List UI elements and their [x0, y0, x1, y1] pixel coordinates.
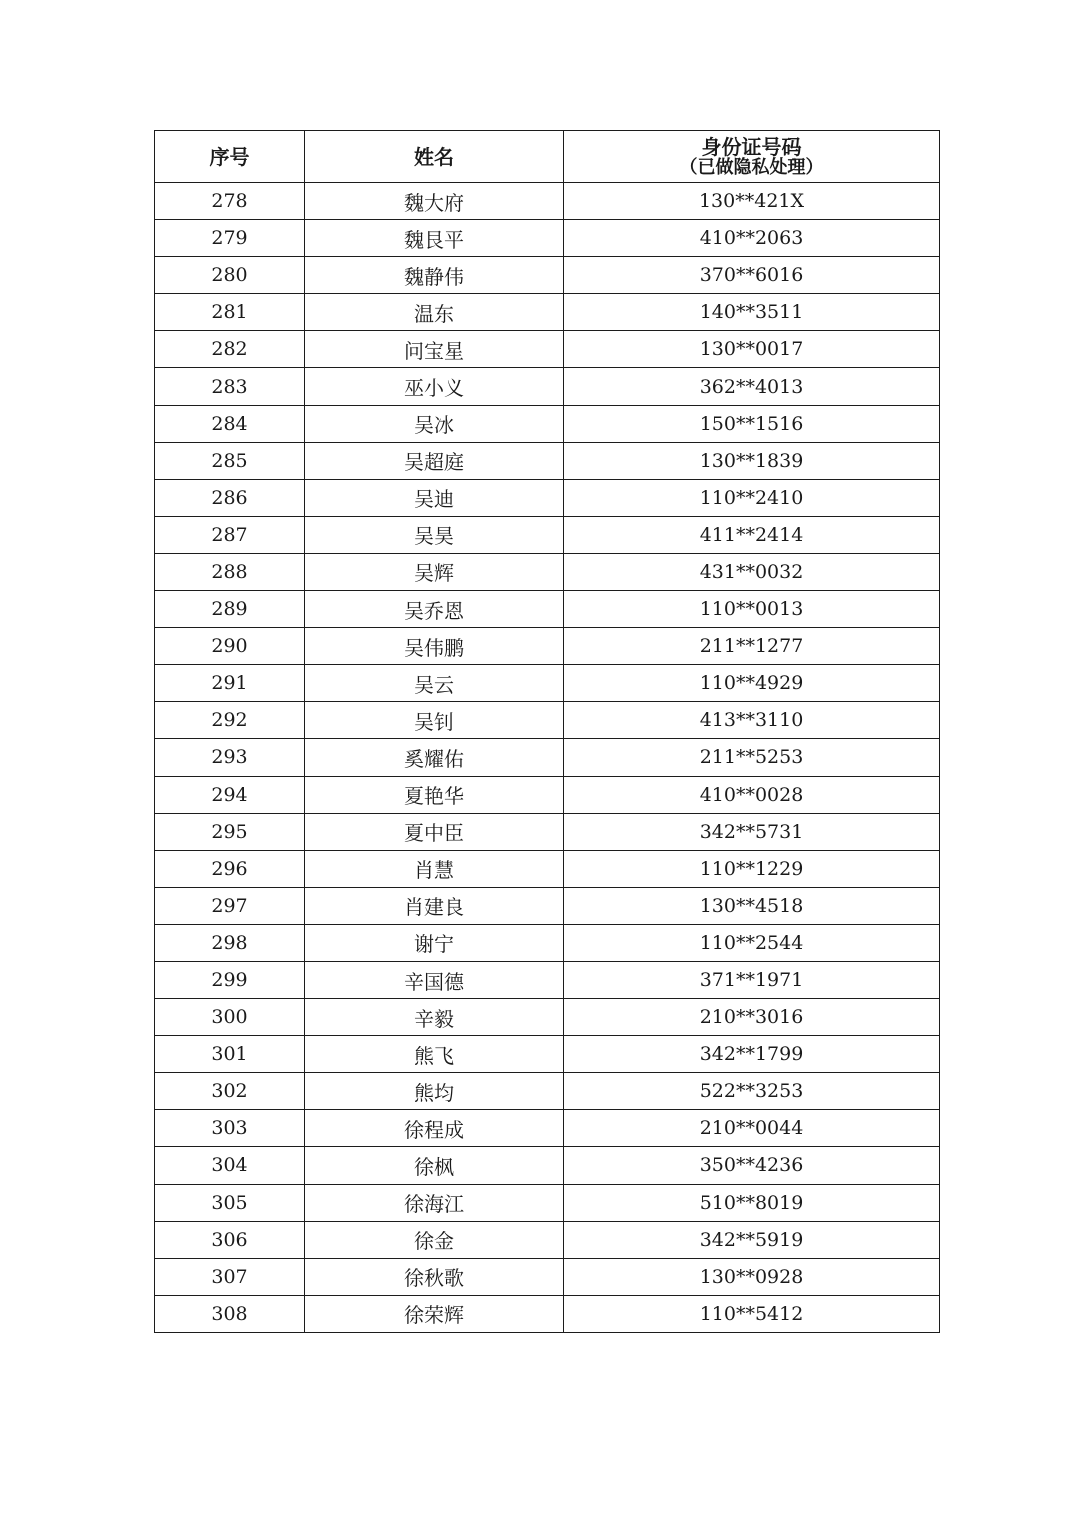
row-index-cell: 286: [155, 479, 305, 516]
table-row: [155, 1147, 940, 1184]
row-index-cell: 287: [155, 516, 305, 553]
row-id-cell: 140**3511: [564, 294, 940, 331]
row-id-cell: 110**0013: [564, 591, 940, 628]
row-name-cell: 徐海江: [305, 1184, 564, 1221]
table-row: [155, 999, 940, 1036]
row-name-cell: 奚耀佑: [305, 739, 564, 776]
row-name-cell: 辛国德: [305, 961, 564, 998]
table-row: [155, 220, 940, 257]
row-id-cell: 130**4518: [564, 887, 940, 924]
row-name-cell: 谢宁: [305, 924, 564, 961]
table-row: [155, 331, 940, 368]
row-index-cell: 308: [155, 1295, 305, 1332]
row-name-cell: 魏艮平: [305, 220, 564, 257]
row-name-cell: 吴超庭: [305, 442, 564, 479]
row-name-cell: 吴云: [305, 665, 564, 702]
row-name-cell: 吴伟鹏: [305, 628, 564, 665]
row-name-cell: 夏艳华: [305, 776, 564, 813]
row-id-cell: 431**0032: [564, 553, 940, 590]
table-row: [155, 850, 940, 887]
row-index-cell: 295: [155, 813, 305, 850]
row-index-cell: 297: [155, 887, 305, 924]
table-row: [155, 1258, 940, 1295]
row-id-cell: 362**4013: [564, 368, 940, 405]
table-row: [155, 1036, 940, 1073]
row-id-cell: 110**2544: [564, 924, 940, 961]
table-row: [155, 628, 940, 665]
row-id-cell: 522**3253: [564, 1073, 940, 1110]
row-name-cell: 魏静伟: [305, 257, 564, 294]
table-body: [155, 183, 940, 1333]
row-name-cell: 吴乔恩: [305, 591, 564, 628]
row-name-cell: 熊均: [305, 1073, 564, 1110]
row-id-cell: 410**0028: [564, 776, 940, 813]
row-id-cell: 510**8019: [564, 1184, 940, 1221]
row-index-cell: 307: [155, 1258, 305, 1295]
table-row: [155, 1110, 940, 1147]
row-name-cell: 肖慧: [305, 850, 564, 887]
row-name-cell: 徐金: [305, 1221, 564, 1258]
row-id-cell: 210**0044: [564, 1110, 940, 1147]
header-id-note: （已做隐私处理）: [679, 156, 824, 178]
table-row: [155, 887, 940, 924]
row-name-cell: 吴辉: [305, 553, 564, 590]
row-index-cell: 300: [155, 999, 305, 1036]
row-id-cell: 130**1839: [564, 442, 940, 479]
row-id-cell: 110**1229: [564, 850, 940, 887]
table-row: [155, 739, 940, 776]
row-name-cell: 温东: [305, 294, 564, 331]
row-index-cell: 284: [155, 405, 305, 442]
header-index: 序号: [155, 131, 305, 183]
row-id-cell: 130**421X: [564, 183, 940, 220]
table-row: [155, 442, 940, 479]
table-row: [155, 479, 940, 516]
table-row: [155, 368, 940, 405]
row-index-cell: 285: [155, 442, 305, 479]
table-row: [155, 1073, 940, 1110]
row-name-cell: 夏中臣: [305, 813, 564, 850]
row-name-cell: 吴冰: [305, 405, 564, 442]
row-index-cell: 302: [155, 1073, 305, 1110]
row-name-cell: 徐枫: [305, 1147, 564, 1184]
table-row: [155, 702, 940, 739]
row-id-cell: 130**0017: [564, 331, 940, 368]
row-index-cell: 283: [155, 368, 305, 405]
header-name: 姓名: [305, 131, 564, 183]
table-row: [155, 776, 940, 813]
table-row: [155, 924, 940, 961]
row-index-cell: 298: [155, 924, 305, 961]
row-index-cell: 278: [155, 183, 305, 220]
table-row: [155, 294, 940, 331]
row-id-cell: 410**2063: [564, 220, 940, 257]
row-name-cell: 吴迪: [305, 479, 564, 516]
row-index-cell: 288: [155, 553, 305, 590]
row-name-cell: 肖建良: [305, 887, 564, 924]
row-name-cell: 问宝星: [305, 331, 564, 368]
table-row: [155, 1221, 940, 1258]
row-index-cell: 279: [155, 220, 305, 257]
row-id-cell: 342**5731: [564, 813, 940, 850]
row-index-cell: 296: [155, 850, 305, 887]
row-id-cell: 211**5253: [564, 739, 940, 776]
row-index-cell: 291: [155, 665, 305, 702]
row-name-cell: 巫小义: [305, 368, 564, 405]
row-name-cell: 徐荣辉: [305, 1295, 564, 1332]
header-id-number: [564, 131, 940, 183]
row-id-cell: 350**4236: [564, 1147, 940, 1184]
row-id-cell: 370**6016: [564, 257, 940, 294]
row-index-cell: 281: [155, 294, 305, 331]
row-id-cell: 211**1277: [564, 628, 940, 665]
row-index-cell: 305: [155, 1184, 305, 1221]
row-index-cell: 294: [155, 776, 305, 813]
row-index-cell: 303: [155, 1110, 305, 1147]
row-id-cell: 110**2410: [564, 479, 940, 516]
table-row: [155, 1184, 940, 1221]
roster-table: [154, 130, 940, 1333]
row-name-cell: 熊飞: [305, 1036, 564, 1073]
row-id-cell: 110**5412: [564, 1295, 940, 1332]
table-row: [155, 961, 940, 998]
row-id-cell: 110**4929: [564, 665, 940, 702]
row-index-cell: 301: [155, 1036, 305, 1073]
row-index-cell: 292: [155, 702, 305, 739]
row-name-cell: 辛毅: [305, 999, 564, 1036]
row-id-cell: 411**2414: [564, 516, 940, 553]
table-row: [155, 665, 940, 702]
row-index-cell: 280: [155, 257, 305, 294]
table-header-row: [155, 131, 940, 183]
row-name-cell: 徐程成: [305, 1110, 564, 1147]
row-index-cell: 304: [155, 1147, 305, 1184]
row-index-cell: 282: [155, 331, 305, 368]
row-id-cell: 371**1971: [564, 961, 940, 998]
row-name-cell: 吴钊: [305, 702, 564, 739]
row-index-cell: 290: [155, 628, 305, 665]
table-row: [155, 1295, 940, 1332]
row-id-cell: 342**1799: [564, 1036, 940, 1073]
table-row: [155, 813, 940, 850]
table-row: [155, 183, 940, 220]
row-id-cell: 130**0928: [564, 1258, 940, 1295]
table-row: [155, 405, 940, 442]
table-row: [155, 516, 940, 553]
row-name-cell: 徐秋歌: [305, 1258, 564, 1295]
row-id-cell: 342**5919: [564, 1221, 940, 1258]
row-id-cell: 150**1516: [564, 405, 940, 442]
row-index-cell: 289: [155, 591, 305, 628]
row-name-cell: 魏大府: [305, 183, 564, 220]
table-row: [155, 553, 940, 590]
row-id-cell: 210**3016: [564, 999, 940, 1036]
table-row: [155, 257, 940, 294]
row-index-cell: 293: [155, 739, 305, 776]
table-row: [155, 591, 940, 628]
header-id-title: 身份证号码: [701, 134, 802, 159]
row-name-cell: 吴昊: [305, 516, 564, 553]
row-id-cell: 413**3110: [564, 702, 940, 739]
row-index-cell: 299: [155, 961, 305, 998]
row-index-cell: 306: [155, 1221, 305, 1258]
